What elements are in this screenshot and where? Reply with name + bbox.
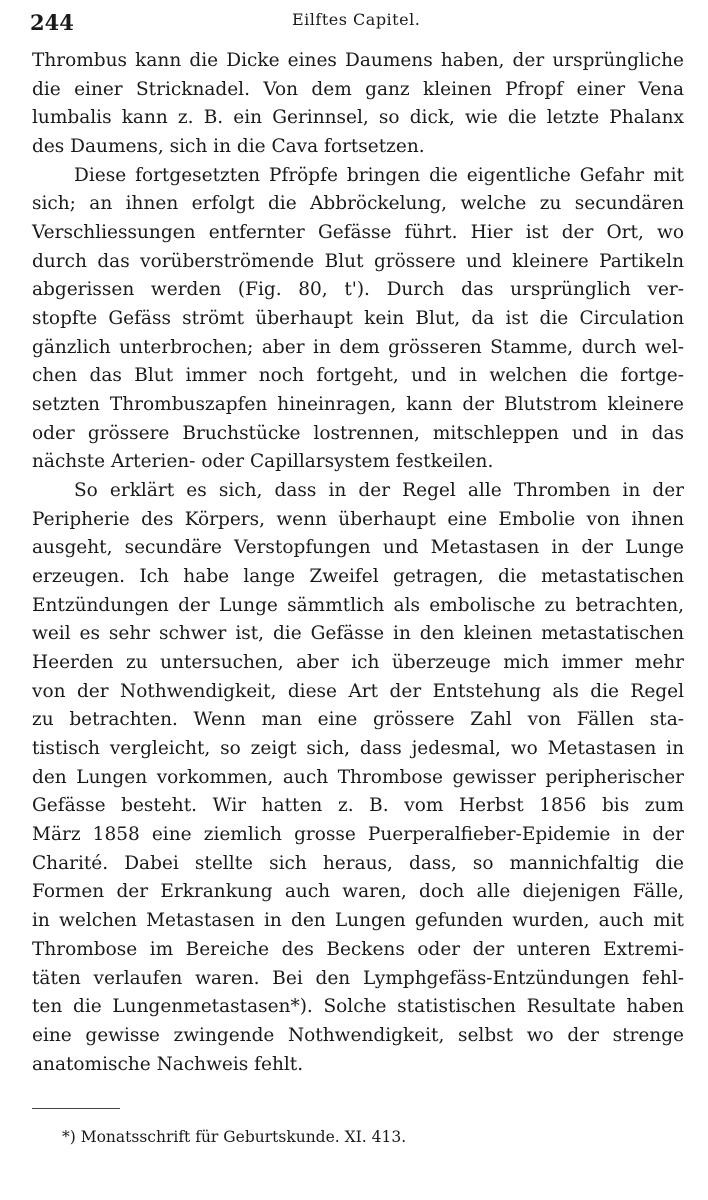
text-line: ausgeht, secundäre Verstopfungen und Metastasen in der Lunge bbox=[32, 537, 684, 559]
text-line: den Lungen vorkommen, auch Thrombose gewisser peripherischer bbox=[32, 766, 684, 788]
text-line: täten verlaufen waren. Bei den Lymphgefäss-Entzündungen fehl- bbox=[32, 967, 684, 989]
text-line: anatomische Nachweis fehlt. bbox=[32, 1053, 304, 1075]
text-line: Thrombose im Bereiche des Beckens oder der unteren Extremi- bbox=[32, 938, 684, 960]
body-text bbox=[32, 47, 684, 1079]
page-number: 244 bbox=[30, 10, 74, 35]
text-line: nächste Arterien- oder Capillarsystem festkeilen. bbox=[32, 451, 494, 473]
running-head: Eilftes Capitel. bbox=[292, 10, 421, 29]
text-line: lumbalis kann z. B. ein Gerinnsel, so dick, wie die letzte Phalanx bbox=[32, 107, 684, 129]
text-line: Heerden zu untersuchen, aber ich überzeuge mich immer mehr bbox=[32, 652, 684, 674]
text-line: gänzlich unterbrochen; aber in dem grösseren Stamme, durch wel- bbox=[32, 336, 684, 358]
text-line: in welchen Metastasen in den Lungen gefunden wurden, auch mit bbox=[32, 910, 684, 932]
text-line: stopfte Gefäss strömt überhaupt kein Blut, da ist die Circulation bbox=[32, 308, 684, 330]
text-line: Entzündungen der Lunge sämmtlich als embolische zu betrachten, bbox=[32, 594, 684, 616]
text-line: ten die Lungenmetastasen*). Solche statistischen Resultate haben bbox=[32, 996, 684, 1018]
text-line: Verschliessungen entfernter Gefässe führt. Hier ist der Ort, wo bbox=[32, 222, 684, 244]
text-line: So erklärt es sich, dass in der Regel alle Thromben in der bbox=[74, 480, 684, 502]
text-line: sich; an ihnen erfolgt die Abbröckelung, welche zu secundären bbox=[32, 193, 684, 215]
text-line: durch das vorüberströmende Blut grössere und kleinere Partikeln bbox=[32, 250, 684, 272]
page-header bbox=[30, 8, 686, 38]
text-line: Peripherie des Körpers, wenn überhaupt eine Embolie von ihnen bbox=[32, 508, 684, 530]
text-line: tistisch vergleicht, so zeigt sich, dass jedesmal, wo Metastasen in bbox=[32, 738, 684, 760]
text-line: Gefässe besteht. Wir hatten z. B. vom Herbst 1856 bis zum bbox=[32, 795, 684, 817]
text-line: abgerissen werden (Fig. 80, t'). Durch das ursprünglich ver- bbox=[32, 279, 684, 301]
text-line: eine gewisse zwingende Nothwendigkeit, selbst wo der strenge bbox=[32, 1024, 684, 1046]
text-line: Charité. Dabei stellte sich heraus, dass, so mannichfaltig die bbox=[32, 852, 684, 874]
text-line: des Daumens, sich in die Cava fortsetzen. bbox=[32, 136, 425, 158]
text-line: erzeugen. Ich habe lange Zweifel getragen, die metastatischen bbox=[32, 566, 684, 588]
footnote-rule bbox=[32, 1108, 120, 1109]
text-line: chen das Blut immer noch fortgeht, und in welchen die fortge- bbox=[32, 365, 684, 387]
text-line: weil es sehr schwer ist, die Gefässe in den kleinen metastatischen bbox=[32, 623, 684, 645]
text-line: oder grössere Bruchstücke lostrennen, mitschleppen und in das bbox=[32, 422, 684, 444]
text-line: Thrombus kann die Dicke eines Daumens haben, der ursprüngliche bbox=[32, 50, 684, 71]
text-line: setzten Thrombuszapfen hineinragen, kann der Blutstrom kleinere bbox=[32, 394, 684, 416]
text-line: Diese fortgesetzten Pfröpfe bringen die eigentliche Gefahr mit bbox=[74, 164, 684, 186]
text-line: März 1858 eine ziemlich grosse Puerperalfieber-Epidemie in der bbox=[32, 824, 684, 846]
text-line: zu betrachten. Wenn man eine grössere Zahl von Fällen sta- bbox=[32, 709, 684, 731]
text-line: Formen der Erkrankung auch waren, doch alle diejenigen Fälle, bbox=[32, 881, 684, 903]
text-line: von der Nothwendigkeit, diese Art der Entstehung als die Regel bbox=[32, 680, 684, 702]
footnote: *) Monatsschrift für Geburtskunde. XI. 413. bbox=[62, 1128, 407, 1146]
text-line: die einer Stricknadel. Von dem ganz kleinen Pfropf einer Vena bbox=[32, 78, 684, 100]
